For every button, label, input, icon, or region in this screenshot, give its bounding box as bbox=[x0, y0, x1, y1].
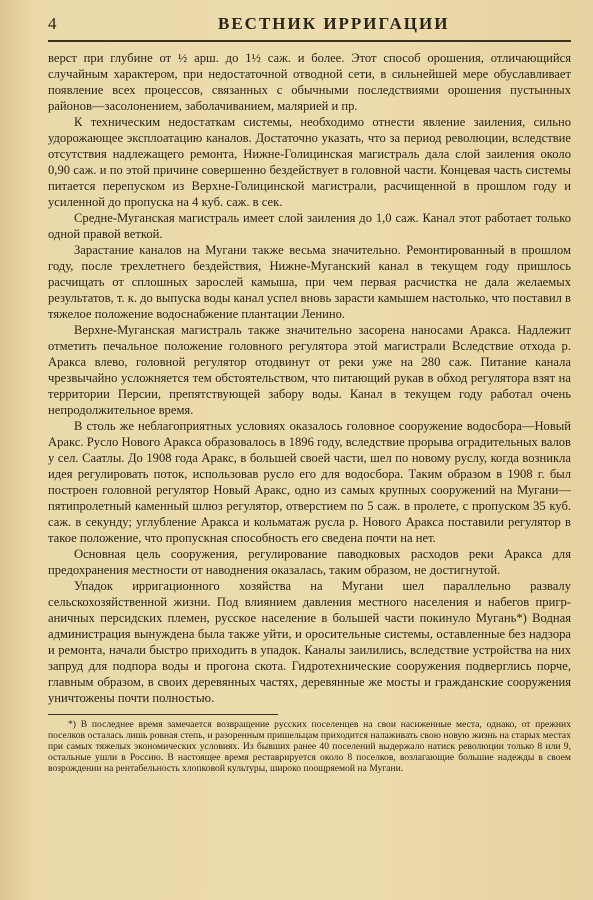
paragraph: К техническим недостаткам системы, необходимо отнести явление заиления, сильно удорожающее эксплоатацию каналов. Достаточно указать, что за период революции, вследствие отсутствия надлежащего ремонта, Нижне-Голицинская магистраль дала слой заиления около 0,90 саж. и по этой причине совершенно бездействует в головной части. Концевая часть системы питается перепуском из Верхне-Голицинской магистрали, расчищенной в прошлом году и усиленной до пропуска на 4 куб. саж. в сек. bbox=[48, 115, 571, 209]
footnote-text: *) В последнее время замечается возвращение русских поселенцев на свои насиженные места, однако, от прежних поселков осталась лишь ровная степь, и разоренным пришельцам приходится налаживать свою новую жизнь на старых местах при самых тяжелых экономических условиях. Из бывших ранее 40 поселений выдержало натиск революции только 8 или 9, остальные ушли в Россию. В настоящее время реставрируется около 8 поселков, возлагающие большие надежды в своем возрождении на рентабельность хлопковой культуры, широко поощряемой на Мугани. bbox=[48, 719, 571, 774]
paragraph: Средне-Муганская магистраль имеет слой заиления до 1,0 саж. Канал этот работает только одной правой веткой. bbox=[48, 211, 571, 241]
article-body bbox=[48, 50, 571, 706]
paragraph: Основная цель сооружения, регулирование паводковых расходов реки Аракса для предохранения местности от наводнения оказалась, таким образом, не достигнутой. bbox=[48, 547, 571, 577]
paragraph: В столь же неблагоприятных условиях оказалось головное сооружение водосбора—Новый Аракс. Русло Нового Аракса образовалось в 1896 году, вследствие прорыва оградительных валов у сел. Саатлы. До 1908 года Аракс, в большей своей части, шел по новому руслу, когда возникла идея регулировать поток, использовав русло его для водосбора. Таким образом в 1908 г. был построен головной регулятор Новый Аракс, одно из самых крупных сооружений на Мугани—пятипролетный каменный шлюз регулятор, отверстием по 5 саж. в пролете, с пропуском 35 куб. саж. в секунду; углубление Аракса и кольматаж русла р. Нового Аракса поставили регулятор в такое положение, что пропускная способность его сведена почти на нет. bbox=[48, 419, 571, 545]
paragraph: Упадок ирригационного хозяйства на Мугани шел параллельно развалу сельскохозяйственной жизни. Под влиянием давления местного населения и набегов приграничных персидских племен, русское население в большей части покинуло Мугань*) Водная администрация вынуждена была также уйти, и оросительные системы, оставленные без надзора и ремонта, начали быстро приходить в упадок. Каналы заилились, вследствие устройства на них запруд для подпора воды и прогона скота. Гидротехнические сооружения подверглись порче, главным образом, в своих деревянных частях, деревянные же мосты и гражданские сооружения уничтожены почти полностью. bbox=[48, 579, 571, 705]
paragraph: верст при глубине от ½ арш. до 1½ саж. и более. Этот способ орошения, отличающийся случайным характером, при недостаточной отводной сети, в сильнейшей мере обуславливает появление всех процессов, связанных с обычными последствиями орошения пустынных районов—засолонением, заболачиванием, малярией и пр. bbox=[48, 51, 571, 113]
journal-title: ВЕСТНИК ИРРИГАЦИИ bbox=[218, 14, 450, 33]
footnote-divider bbox=[48, 714, 278, 715]
page-number: 4 bbox=[48, 14, 57, 33]
running-header bbox=[48, 14, 571, 42]
paragraph: Зарастание каналов на Мугани также весьма значительно. Ремонтированный в прошлом году, после трехлетнего бездействия, Нижне-Муганский канал в текущем году пришлось расчищать от сплошных зарослей камыша, при чем первая расчистка не дала желаемых результатов, т. к. до выпуска воды канал успел вновь зарасти камышем настолько, что поставил в тяжелое положение водоснабжение плантации Ленино. bbox=[48, 243, 571, 321]
footnote bbox=[48, 719, 571, 774]
paragraph: Верхне-Муганская магистраль также значительно засорена наносами Аракса. Надлежит отметить печальное положение головного регулятора этой магистрали Вследствие отхода р. Аракса влево, головной регулятор отодвинут от реки уже на 280 саж. Питание канала чрезвычайно усложняется тем обстоятельством, что питающий рукав в обход регулятора взят на территории Персии, препятствующей забору воды. Канал в текущем году работал очень непродолжительное время. bbox=[48, 323, 571, 417]
